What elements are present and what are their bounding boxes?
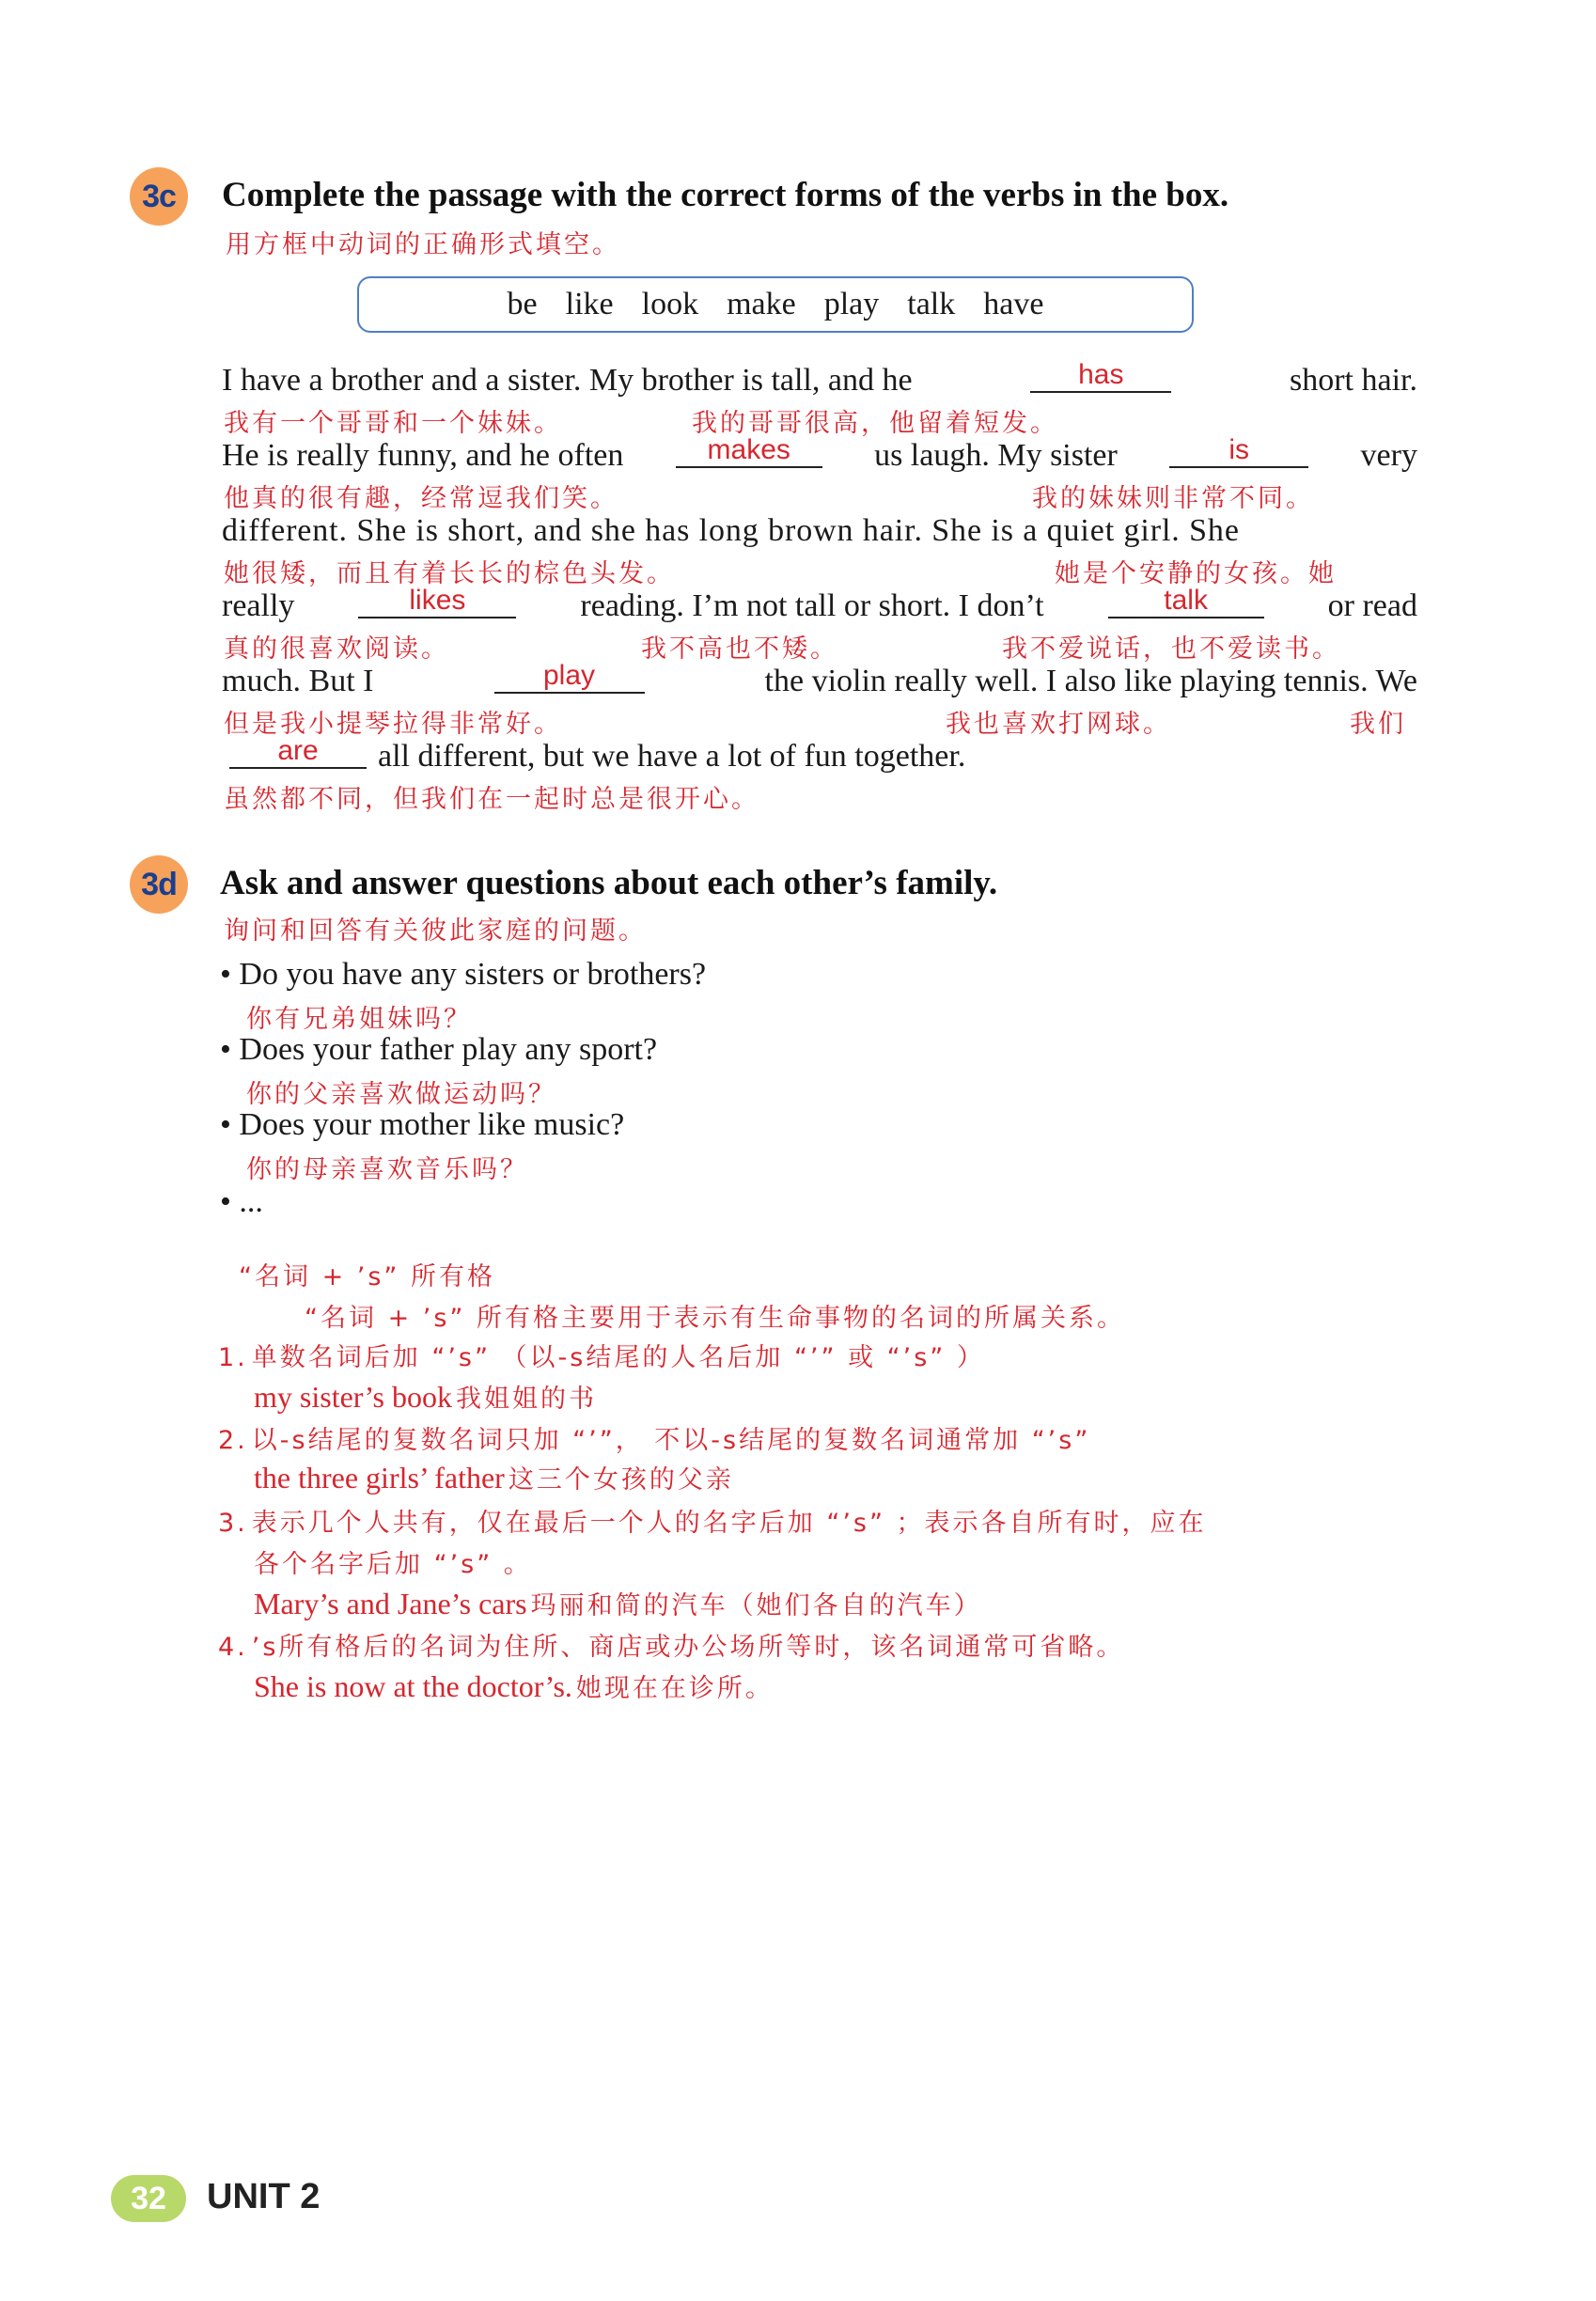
example-zh: 玛丽和简的汽车（她们各自的汽车） bbox=[530, 1591, 982, 1620]
section-3c-badge bbox=[130, 167, 188, 226]
question-1-zh: 你有兄弟姐妹吗？ bbox=[246, 1005, 472, 1034]
passage-line-3 bbox=[222, 513, 1417, 549]
word-play: play bbox=[823, 287, 880, 321]
rule-number: 4. bbox=[218, 1633, 248, 1662]
word-have: have bbox=[983, 287, 1044, 321]
translation-text: 我的哥哥很高，他留着短发。 bbox=[692, 409, 1058, 438]
word-look: look bbox=[641, 287, 699, 321]
example-en: my sister’s book bbox=[254, 1380, 452, 1414]
example-zh: 她现在在诊所。 bbox=[575, 1674, 774, 1703]
passage-line-6 bbox=[229, 735, 966, 775]
grammar-example-2 bbox=[254, 1459, 734, 1495]
passage-text: short hair. bbox=[1290, 363, 1417, 398]
answer-blank: likes bbox=[358, 585, 516, 618]
answer-blank: is bbox=[1169, 434, 1308, 468]
translation-text: 我有一个哥哥和一个妹妹。 bbox=[224, 409, 562, 438]
passage-text: much. But I bbox=[222, 664, 374, 698]
passage-line-4 bbox=[222, 585, 1417, 624]
answer-blank: makes bbox=[676, 434, 822, 468]
answer-blank: has bbox=[1030, 359, 1171, 393]
grammar-rule-3 bbox=[218, 1502, 1207, 1539]
translation-text: 但是我小提琴拉得非常好。 bbox=[224, 710, 562, 739]
passage-text: very bbox=[1360, 438, 1417, 473]
word-like: like bbox=[565, 287, 614, 321]
section-3c-title-zh: 用方框中动词的正确形式填空。 bbox=[226, 230, 620, 259]
question-more: • ... bbox=[220, 1184, 263, 1219]
passage-text: the violin really well. I also like playing tennis. We bbox=[764, 664, 1417, 698]
example-zh: 我姐姐的书 bbox=[455, 1385, 597, 1414]
grammar-example-4 bbox=[254, 1667, 774, 1704]
passage-text: He is really funny, and he often bbox=[222, 438, 624, 473]
passage-line-5 bbox=[222, 660, 1417, 699]
translation-text: 真的很喜欢阅读。 bbox=[224, 634, 449, 664]
example-en: She is now at the doctor’s. bbox=[254, 1669, 572, 1703]
rule-text: 表示几个人共有，仅在最后一个人的名字后加 “’s” ；表示各自所有时，应在 bbox=[251, 1509, 1207, 1538]
unit-label: UNIT 2 bbox=[207, 2177, 321, 2216]
passage-text: us laugh. My sister bbox=[874, 438, 1118, 473]
question-3-zh: 你的母亲喜欢音乐吗？ bbox=[246, 1155, 528, 1184]
passage-text: or read bbox=[1327, 588, 1417, 623]
passage-text: really bbox=[222, 588, 295, 623]
grammar-rule-1 bbox=[218, 1337, 985, 1373]
translation-text: 我不爱说话，也不爱读书。 bbox=[1002, 634, 1340, 664]
passage-text: all different, but we have a lot of fun together. bbox=[378, 739, 966, 774]
verb-word-box bbox=[357, 276, 1194, 333]
question-2-zh: 你的父亲喜欢做运动吗？ bbox=[246, 1080, 556, 1109]
section-3d-title: Ask and answer questions about each other’s family. bbox=[220, 864, 998, 902]
example-en: the three girls’ father bbox=[254, 1461, 505, 1495]
passage-translation-6: 虽然都不同，但我们在一起时总是很开心。 bbox=[224, 785, 759, 814]
grammar-rule-4 bbox=[218, 1626, 1124, 1663]
passage-line-2 bbox=[222, 434, 1417, 474]
grammar-heading: “名词 + ’s” 所有格 bbox=[239, 1262, 495, 1291]
translation-text: 她很矮，而且有着长长的棕色头发。 bbox=[224, 559, 675, 588]
translation-text: 她是个安静的女孩。她 bbox=[1055, 559, 1337, 588]
example-en: Mary’s and Jane’s cars bbox=[254, 1587, 527, 1620]
grammar-rule-3-cont: 各个名字后加 “’s” 。 bbox=[254, 1550, 532, 1579]
grammar-rule-2 bbox=[218, 1419, 1090, 1456]
passage-text: different. She is short, and she has long brown hair. She is a quiet girl. She bbox=[222, 513, 1240, 548]
passage-text: reading. I’m not tall or short. I don’t bbox=[580, 588, 1044, 623]
section-3c-badge-label: 3c bbox=[142, 178, 176, 214]
rule-text: 以-s结尾的复数名词只加 “’”， 不以-s结尾的复数名词通常加 “’s” bbox=[251, 1426, 1091, 1455]
section-3d-badge-label: 3d bbox=[141, 866, 177, 902]
rule-text: ’s所有格后的名词为住所、商店或办公场所等时，该名词通常可省略。 bbox=[251, 1633, 1125, 1662]
answer-blank: play bbox=[494, 660, 645, 694]
question-3: • Does your mother like music? bbox=[220, 1107, 625, 1142]
grammar-example-1 bbox=[254, 1378, 597, 1415]
example-zh: 这三个女孩的父亲 bbox=[508, 1465, 734, 1495]
section-3c-title: Complete the passage with the correct forms of the verbs in the box. bbox=[222, 176, 1229, 214]
translation-text: 我们 bbox=[1350, 710, 1406, 739]
rule-number: 3. bbox=[218, 1509, 248, 1538]
page-number-badge bbox=[111, 2175, 186, 2222]
translation-text: 我不高也不矮。 bbox=[641, 634, 838, 664]
passage-line-1 bbox=[222, 359, 1417, 399]
question-2: • Does your father play any sport? bbox=[220, 1032, 658, 1067]
translation-text: 我也喜欢打网球。 bbox=[946, 710, 1171, 739]
answer-blank: talk bbox=[1108, 585, 1264, 618]
rule-text: 单数名词后加 “’s” （以-s结尾的人名后加 “’” 或 “’s” ） bbox=[251, 1343, 985, 1372]
rule-number: 1. bbox=[218, 1343, 248, 1372]
grammar-intro: “名词 + ’s” 所有格主要用于表示有生命事物的名词的所属关系。 bbox=[305, 1304, 1125, 1333]
passage-text: I have a brother and a sister. My brother is tall, and he bbox=[222, 363, 913, 398]
word-be: be bbox=[507, 287, 538, 321]
grammar-example-3 bbox=[254, 1585, 982, 1621]
section-3d-badge bbox=[130, 855, 188, 914]
rule-number: 2. bbox=[218, 1426, 248, 1455]
translation-text: 他真的很有趣，经常逗我们笑。 bbox=[224, 484, 618, 513]
section-3d-title-zh: 询问和回答有关彼此家庭的问题。 bbox=[224, 916, 647, 946]
page-number: 32 bbox=[131, 2180, 166, 2216]
answer-blank: are bbox=[229, 735, 367, 769]
word-talk: talk bbox=[907, 287, 956, 321]
word-make: make bbox=[727, 287, 796, 321]
question-1: • Do you have any sisters or brothers? bbox=[220, 957, 707, 992]
translation-text: 我的妹妹则非常不同。 bbox=[1032, 484, 1314, 513]
